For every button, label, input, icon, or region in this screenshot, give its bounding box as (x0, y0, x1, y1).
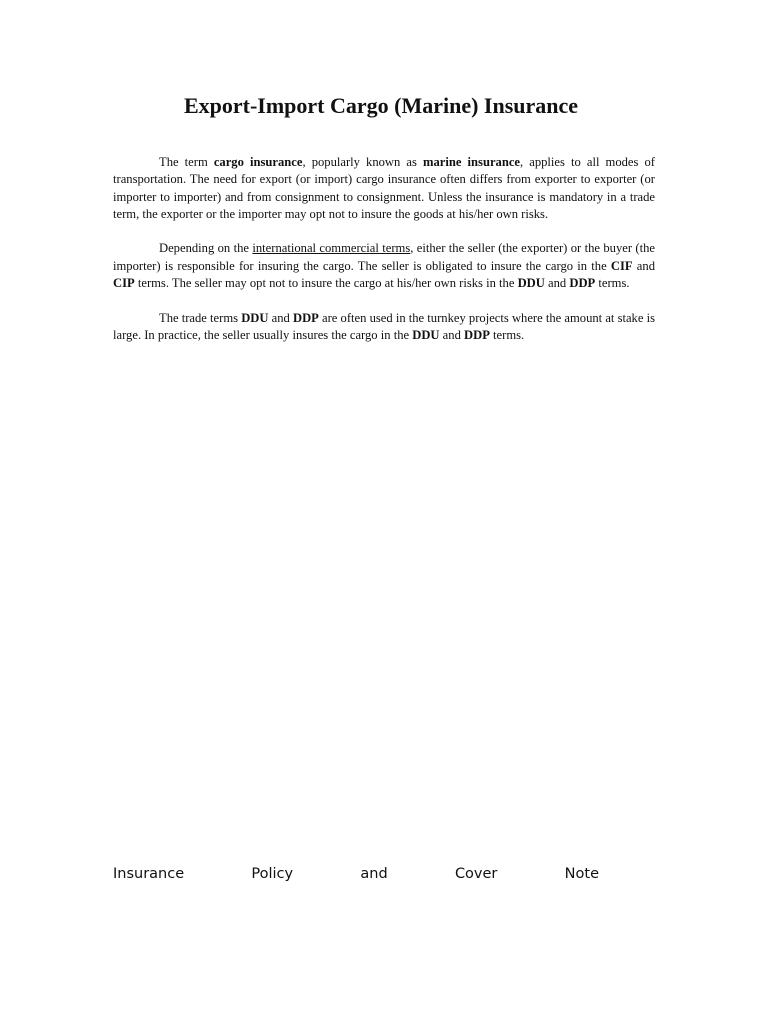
text-run: , either the seller (the exporter) or the buyer (the importer) is responsible for insuring the cargo. The seller is obligated to insure the cargo in the (113, 241, 655, 273)
text-run: The trade terms (159, 310, 242, 325)
text-run: are often used in the turnkey projects where the amount at stake is large. In practice, the seller usually insures the cargo in the (113, 310, 655, 342)
paragraph-trade-terms (113, 310, 655, 345)
text-run: terms. (595, 276, 630, 291)
text-run: , applies to all modes of transportation. The need for export (or import) cargo insurance often differs from exporter to exporter (or importer to importer) and from consignment to consignment. Unless the insurance is mandatory in a trade term, the exporter or the importer may opt not to insure the goods at his/her own risks. (113, 155, 655, 221)
international-commercial-terms-link[interactable]: international commercial terms (252, 241, 411, 256)
text-run: and (544, 276, 570, 291)
document-body (113, 154, 655, 362)
heading-word: Policy (251, 866, 294, 882)
bold-term-ddp: DDP (569, 276, 596, 291)
heading-word: and (360, 866, 388, 882)
page-title: Export-Import Cargo (Marine) Insurance (183, 93, 579, 118)
bold-term-ddp: DDP (292, 310, 319, 325)
bold-term-ddu: DDU (517, 276, 545, 291)
bold-term-cif: CIF (610, 258, 633, 273)
paragraph-cargo-insurance (113, 154, 655, 223)
section-heading-insurance-policy (113, 864, 599, 884)
bold-term-marine-insurance: marine insurance (422, 155, 521, 169)
text-run: The term (159, 155, 214, 169)
bold-term-ddu: DDU (241, 310, 269, 325)
heading-word: Cover (454, 866, 498, 882)
text-run: Depending on the (159, 241, 253, 256)
text-run: terms. (489, 327, 525, 342)
text-run: and (632, 258, 655, 273)
bold-term-cargo-insurance: cargo insurance (213, 155, 303, 169)
bold-term-ddu: DDU (412, 327, 440, 342)
bold-term-cip: CIP (113, 276, 135, 291)
heading-word: Insurance (113, 866, 185, 882)
text-run: and (439, 327, 465, 342)
text-run: and (268, 310, 293, 325)
text-run: , popularly known as (302, 155, 423, 169)
bold-term-ddp: DDP (464, 327, 490, 342)
paragraph-commercial-terms (113, 240, 655, 292)
text-run: terms. The seller may opt not to insure the cargo at his/her own risks in the (134, 276, 518, 291)
heading-word: Note (564, 866, 599, 882)
